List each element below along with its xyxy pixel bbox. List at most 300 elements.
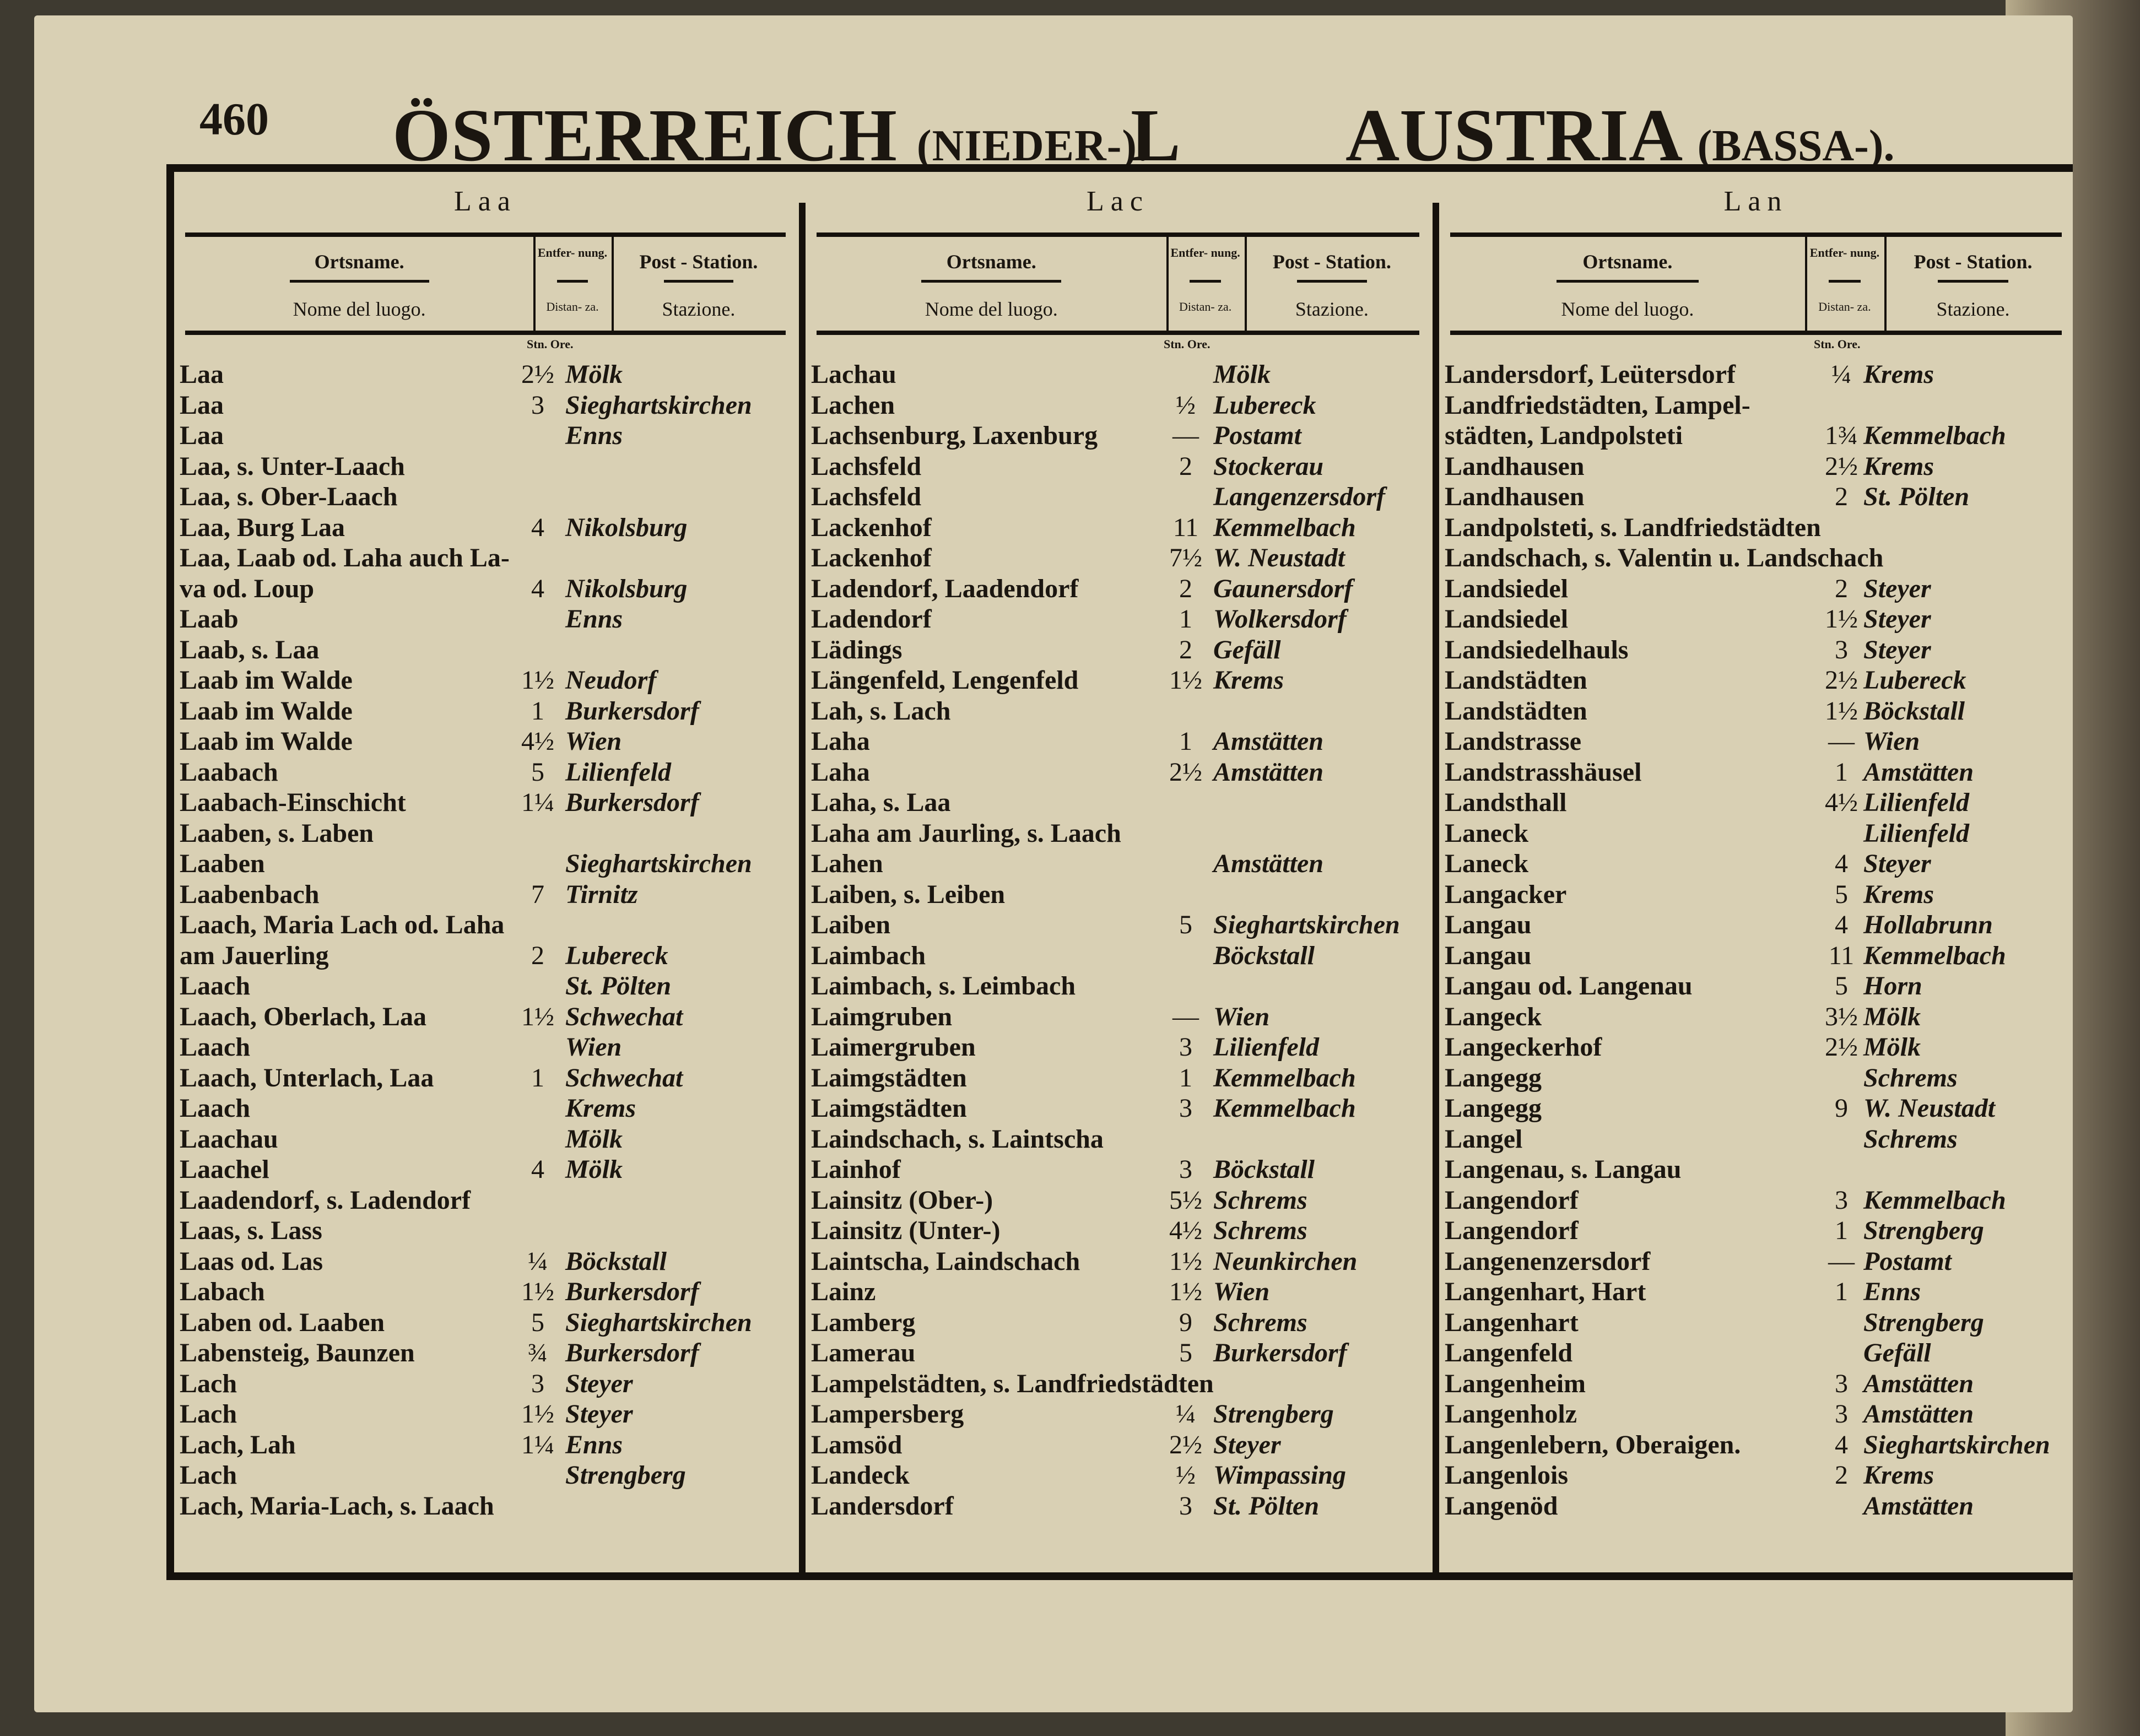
distance: 1¾ [1825, 421, 1858, 450]
distance: 5½ [1169, 1185, 1202, 1215]
place-name: Laabenbach [180, 879, 320, 909]
place-name: Laas, s. Lass [180, 1216, 322, 1245]
table-row [1445, 1338, 2073, 1369]
place-name: Laach [180, 1032, 251, 1062]
table-row [811, 1063, 1430, 1094]
table-row [180, 1277, 797, 1307]
table-row [811, 696, 1430, 727]
place-name: städten, Landpolsteti [1445, 421, 1683, 450]
place-name: Landeck [811, 1461, 910, 1490]
header-dist-it: Distan- za. [1179, 300, 1232, 313]
post-station: Langenzersdorf [1213, 482, 1386, 511]
post-station: Stockerau [1213, 451, 1324, 481]
table-row [180, 420, 797, 451]
post-station: Steyer [1213, 1430, 1281, 1459]
distance: 4 [531, 574, 544, 603]
place-name: Lachen [811, 390, 895, 420]
distance: 1½ [521, 666, 554, 695]
post-station: Neunkirchen [1213, 1246, 1358, 1276]
table-row [180, 818, 797, 849]
table-row [811, 420, 1430, 451]
table-row [180, 1338, 797, 1369]
distance: ¾ [528, 1338, 548, 1367]
distance: — [1172, 421, 1199, 450]
header-dist-it: Distan- za. [1818, 300, 1871, 313]
place-name: Ladendorf, Laadendorf [811, 574, 1079, 603]
post-station: Krems [565, 1094, 636, 1123]
place-name: Langenöd [1445, 1491, 1558, 1521]
table-row [1445, 1002, 2073, 1032]
table-row [1445, 543, 2073, 574]
table-row [811, 1369, 1430, 1399]
table-row [180, 635, 797, 666]
distance: 3 [1835, 635, 1848, 664]
table-row [180, 1185, 797, 1216]
post-station: Lubereck [565, 940, 668, 970]
table-row [811, 1246, 1430, 1277]
table-row [180, 971, 797, 1002]
table-row [180, 1460, 797, 1491]
distance: 9 [1835, 1094, 1848, 1123]
post-station: Wien [1863, 727, 1920, 756]
distance: 3 [1835, 1369, 1848, 1398]
table-row [1445, 1154, 2073, 1185]
table-row [811, 1185, 1430, 1216]
place-name: Landhausen [1445, 451, 1585, 481]
place-name: Langenheim [1445, 1369, 1586, 1398]
place-name: Laab im Walde [180, 696, 353, 726]
post-station: Krems [1213, 666, 1284, 695]
post-station: Gefäll [1213, 635, 1281, 664]
table-row [180, 1491, 797, 1522]
column-laa [174, 172, 797, 1572]
post-station: Böckstall [1213, 940, 1315, 970]
column-title: Lac [1087, 186, 1149, 217]
post-station: Burkersdorf [565, 788, 699, 817]
header-post-it: Stazione. [1295, 298, 1369, 320]
table-row [811, 879, 1430, 910]
place-name: Laiben, s. Leiben [811, 879, 1006, 909]
table-row [811, 1460, 1430, 1491]
place-name: Lachsenburg, Laxenburg [811, 421, 1098, 450]
place-name: Lackenhof [811, 543, 932, 572]
table-row [811, 818, 1430, 849]
post-station: Schrems [1863, 1063, 1958, 1093]
table-row [180, 574, 797, 604]
table-row [180, 543, 797, 574]
table-row [811, 1338, 1430, 1369]
table-row [180, 1215, 797, 1246]
post-station: Steyer [565, 1369, 633, 1398]
distance: 4½ [521, 727, 554, 756]
table-row [180, 940, 797, 971]
place-name: Lainsitz (Unter-) [811, 1216, 1001, 1245]
header-post-de: Post - Station. [1914, 251, 2033, 273]
distance: 2½ [521, 360, 554, 389]
table-row [180, 787, 797, 818]
table-row [811, 543, 1430, 574]
post-station: Mölk [1213, 360, 1271, 389]
post-station: Schrems [1213, 1216, 1307, 1245]
table-row [180, 1430, 797, 1461]
table-row [180, 451, 797, 482]
place-name: Landpolsteti, s. Landfriedstädten [1445, 512, 1821, 542]
place-name: Laneck [1445, 849, 1529, 878]
column-header [817, 232, 1419, 335]
post-station: Amstätten [1863, 1491, 1974, 1521]
place-name: Laachau [180, 1124, 278, 1154]
table-row [180, 1063, 797, 1094]
place-name: Laab [180, 604, 239, 634]
table-row [180, 1002, 797, 1032]
table-row [1445, 665, 2073, 696]
place-name: Laindschach, s. Laintscha [811, 1124, 1104, 1154]
column-lac [806, 172, 1430, 1572]
table-row [1445, 1307, 2073, 1338]
header-name-it: Nome del luogo. [293, 298, 426, 320]
post-station: Schwechat [565, 1063, 683, 1093]
distance: 1¼ [521, 788, 554, 817]
table-row [811, 1277, 1430, 1307]
post-station: Schrems [1863, 1124, 1958, 1154]
post-station: Hollabrunn [1863, 910, 1993, 939]
post-station: Mölk [1863, 1032, 1921, 1062]
post-station: Wimpassing [1213, 1461, 1346, 1490]
post-station: Postamt [1213, 421, 1302, 450]
distance: 3 [1179, 1094, 1192, 1123]
table-row [1445, 1246, 2073, 1277]
post-station: Nikolsburg [565, 574, 688, 603]
distance: 3 [531, 390, 544, 420]
distance: 5 [531, 1307, 544, 1337]
place-name: va od. Loup [180, 574, 315, 603]
distance: 1 [1179, 604, 1192, 634]
table-row [180, 1369, 797, 1399]
place-name: Landsiedel [1445, 604, 1569, 634]
post-station: Böckstall [1213, 1155, 1315, 1184]
place-name: Ladendorf [811, 604, 932, 634]
header-post-de: Post - Station. [1272, 251, 1391, 273]
post-station: Kemmelbach [1213, 1094, 1356, 1123]
table-row [811, 1032, 1430, 1063]
post-station: St. Pölten [565, 971, 672, 1001]
place-name: Landschach, s. Valentin u. Landschach [1445, 543, 1884, 572]
place-name: Lachsfeld [811, 451, 922, 481]
table-row [180, 848, 797, 879]
table-row [811, 1093, 1430, 1124]
post-station: Sieghartskirchen [1213, 910, 1400, 939]
place-name: Langenlois [1445, 1461, 1569, 1490]
header-dist-de: Entfer- nung. [1809, 246, 1880, 259]
place-name: Langenholz [1445, 1399, 1577, 1429]
place-name: Labach [180, 1277, 265, 1306]
distance: 4 [531, 512, 544, 542]
post-station: Böckstall [1863, 696, 1965, 726]
table-row [1445, 451, 2073, 482]
table-row [1445, 1032, 2073, 1063]
table-row [1445, 1093, 2073, 1124]
table-row [811, 1399, 1430, 1430]
post-station: Wien [565, 727, 622, 756]
post-station: Kemmelbach [1863, 940, 2006, 970]
table-row [1445, 787, 2073, 818]
table-row [1445, 635, 2073, 666]
place-name: Längenfeld, Lengenfeld [811, 666, 1079, 695]
distance: — [1828, 727, 1855, 756]
place-name: Landstädten [1445, 666, 1587, 695]
place-name: Langenfeld [1445, 1338, 1573, 1367]
table-row [1445, 1185, 2073, 1216]
place-name: Laach [180, 1094, 251, 1123]
distance: 3 [1179, 1155, 1192, 1184]
table-row [1445, 1430, 2073, 1461]
table-row [1445, 1215, 2073, 1246]
header-dist-de: Entfer- nung. [1170, 246, 1240, 259]
table-row [1445, 1491, 2073, 1522]
table-row [1445, 482, 2073, 512]
unit-label: Stn. Ore. [527, 337, 574, 351]
post-station: Burkersdorf [565, 696, 699, 726]
post-station: W. Neustadt [1863, 1094, 1996, 1123]
post-station: Tirnitz [565, 879, 638, 909]
place-name: Langenlebern, Oberaigen. [1445, 1430, 1741, 1459]
table-row [180, 696, 797, 727]
column-title: Laa [454, 186, 517, 217]
table-row [811, 940, 1430, 971]
table-row [1445, 757, 2073, 788]
post-station: Schrems [1213, 1185, 1307, 1215]
post-station: Krems [1863, 879, 1934, 909]
table-row [811, 451, 1430, 482]
table-row [180, 1246, 797, 1277]
distance: ¼ [528, 1246, 548, 1276]
section-letter: L [1131, 94, 1181, 177]
distance: 9 [1179, 1307, 1192, 1337]
post-station: Enns [1863, 1277, 1921, 1306]
post-station: Amstätten [1863, 757, 1974, 787]
post-station: Krems [1863, 360, 1934, 389]
post-station: St. Pölten [1863, 482, 1970, 511]
distance: 2 [1179, 451, 1192, 481]
distance: 3½ [1825, 1002, 1858, 1031]
place-name: Laimgruben [811, 1002, 953, 1031]
table-row [811, 574, 1430, 604]
distance: 11 [1828, 940, 1855, 970]
column-title: Lan [1723, 186, 1788, 217]
header-name-it: Nome del luogo. [925, 298, 1058, 320]
post-station: Strengberg [565, 1461, 686, 1490]
post-station: Wien [1213, 1277, 1270, 1306]
distance: 1 [1835, 1277, 1848, 1306]
distance: 5 [1179, 910, 1192, 939]
place-name: Lachau [811, 360, 896, 389]
place-name: Laaben [180, 849, 265, 878]
post-station: Nikolsburg [565, 512, 688, 542]
table-row [180, 1093, 797, 1124]
post-station: Amstätten [1213, 757, 1324, 787]
place-name: Langegg [1445, 1094, 1542, 1123]
header-name-de: Ortsname. [314, 251, 404, 273]
unit-label: Stn. Ore. [1814, 337, 1861, 351]
table-row [811, 1124, 1430, 1155]
place-name: Landhausen [1445, 482, 1585, 511]
post-station: Strengberg [1213, 1399, 1334, 1429]
place-name: Lamsöd [811, 1430, 903, 1459]
distance: 3 [1179, 1032, 1192, 1062]
post-station: Mölk [565, 360, 623, 389]
post-station: Burkersdorf [565, 1277, 699, 1306]
place-name: Landstrasse [1445, 727, 1582, 756]
place-name: Langau od. Langenau [1445, 971, 1693, 1001]
post-station: Sieghartskirchen [565, 849, 752, 878]
place-name: Lach, Maria-Lach, s. Laach [180, 1491, 494, 1521]
distance: 1½ [1825, 604, 1858, 634]
distance: 2½ [1825, 451, 1858, 481]
place-name: Langeckerhof [1445, 1032, 1602, 1062]
column-header [1450, 232, 2062, 335]
table-row [180, 359, 797, 390]
distance: 1½ [1169, 1277, 1202, 1306]
distance: 1½ [521, 1277, 554, 1306]
table-row [180, 604, 797, 635]
post-station: Amstätten [1863, 1399, 1974, 1429]
post-station: Steyer [1863, 574, 1931, 603]
place-name: Lainhof [811, 1155, 901, 1184]
place-name: Lach [180, 1461, 237, 1490]
distance: 7½ [1169, 543, 1202, 572]
post-station: Enns [565, 604, 623, 634]
table-row [811, 482, 1430, 512]
table-row [180, 512, 797, 543]
distance: 7 [531, 879, 544, 909]
distance: ¼ [1176, 1399, 1196, 1429]
post-station: Gefäll [1863, 1338, 1931, 1367]
distance: 2 [1835, 1461, 1848, 1490]
distance: 11 [1172, 512, 1199, 542]
place-name: Langendorf [1445, 1216, 1579, 1245]
place-name: Laa, s. Ober-Laach [180, 482, 398, 511]
post-station: Sieghartskirchen [565, 1307, 752, 1337]
post-station: Wolkersdorf [1213, 604, 1347, 634]
place-name: Lainsitz (Ober-) [811, 1185, 993, 1215]
distance: 5 [531, 757, 544, 787]
place-name: Landstädten [1445, 696, 1587, 726]
table-row [811, 1215, 1430, 1246]
distance: 4 [1835, 849, 1848, 878]
post-station: Lilienfeld [565, 757, 671, 787]
distance: 3 [1835, 1399, 1848, 1429]
post-station: Kemmelbach [1213, 512, 1356, 542]
place-name: Landsiedel [1445, 574, 1569, 603]
place-name: Laach, Unterlach, Laa [180, 1063, 434, 1093]
table-row [1445, 1369, 2073, 1399]
header-post-de: Post - Station. [639, 251, 758, 273]
distance: ¼ [1831, 360, 1851, 389]
place-name: Laab im Walde [180, 666, 353, 695]
distance: 1½ [521, 1399, 554, 1429]
post-station: Strengberg [1863, 1307, 1984, 1337]
distance: 3 [531, 1369, 544, 1398]
place-name: Laneck [1445, 818, 1529, 848]
place-name: Landersdorf, Leütersdorf [1445, 360, 1736, 389]
place-name: Laas od. Las [180, 1246, 323, 1276]
table-row [811, 390, 1430, 421]
table-row [1445, 910, 2073, 940]
post-station: Burkersdorf [1213, 1338, 1347, 1367]
place-name: Laach, Oberlach, Laa [180, 1002, 427, 1031]
place-name: Laimbach [811, 940, 926, 970]
table-row [180, 1307, 797, 1338]
post-station: Lilienfeld [1863, 818, 1969, 848]
place-name: Lädings [811, 635, 903, 664]
place-name: Laimgstädten [811, 1063, 967, 1093]
distance: 4½ [1825, 788, 1858, 817]
table-row [1445, 726, 2073, 757]
post-station: Kemmelbach [1213, 1063, 1356, 1093]
post-station: Lilienfeld [1863, 788, 1969, 817]
header-dist-de: Entfer- nung. [537, 246, 608, 259]
column-separator [799, 203, 806, 1575]
post-station: Schrems [1213, 1307, 1307, 1337]
table-row [1445, 1063, 2073, 1094]
table-row [811, 1430, 1430, 1461]
place-name: Laa [180, 421, 224, 450]
distance: 1 [531, 1063, 544, 1093]
column-lan [1439, 172, 2073, 1572]
table-row [1445, 1399, 2073, 1430]
post-station: Lubereck [1213, 390, 1316, 420]
place-name: Laha am Jaurling, s. Laach [811, 818, 1121, 848]
header-post-it: Stazione. [662, 298, 736, 320]
place-name: Laachel [180, 1155, 269, 1184]
post-station: Mölk [1863, 1002, 1921, 1031]
place-name: Lampersberg [811, 1399, 964, 1429]
header-name-it: Nome del luogo. [1561, 298, 1694, 320]
post-station: Böckstall [565, 1246, 667, 1276]
table-row [811, 604, 1430, 635]
place-name: Lampelstädten, s. Landfriedstädten [811, 1369, 1214, 1398]
distance: ½ [1176, 390, 1196, 420]
place-name: Laa [180, 360, 224, 389]
table-row [180, 665, 797, 696]
place-name: Lainz [811, 1277, 876, 1306]
place-name: Landsthall [1445, 788, 1567, 817]
post-station: Amstätten [1863, 1369, 1974, 1398]
distance: 2½ [1169, 757, 1202, 787]
table-row [811, 726, 1430, 757]
place-name: Labensteig, Baunzen [180, 1338, 415, 1367]
post-station: Strengberg [1863, 1216, 1984, 1245]
table-row [811, 910, 1430, 940]
post-station: Wien [565, 1032, 622, 1062]
column-separator [1433, 203, 1439, 1575]
place-name: Lackenhof [811, 512, 932, 542]
post-station: Steyer [1863, 604, 1931, 634]
distance: 2 [531, 940, 544, 970]
place-name: Laabach [180, 757, 278, 787]
table-row [180, 390, 797, 421]
place-name: Langenau, s. Langau [1445, 1155, 1682, 1184]
post-station: St. Pölten [1213, 1491, 1320, 1521]
place-name: Laab, s. Laa [180, 635, 320, 664]
distance: 1 [1835, 757, 1848, 787]
distance: 4 [531, 1155, 544, 1184]
place-name: Langenhart, Hart [1445, 1277, 1646, 1306]
post-station: Postamt [1863, 1246, 1952, 1276]
distance: 1½ [521, 1002, 554, 1031]
post-station: Enns [565, 1430, 623, 1459]
table-row [811, 359, 1430, 390]
